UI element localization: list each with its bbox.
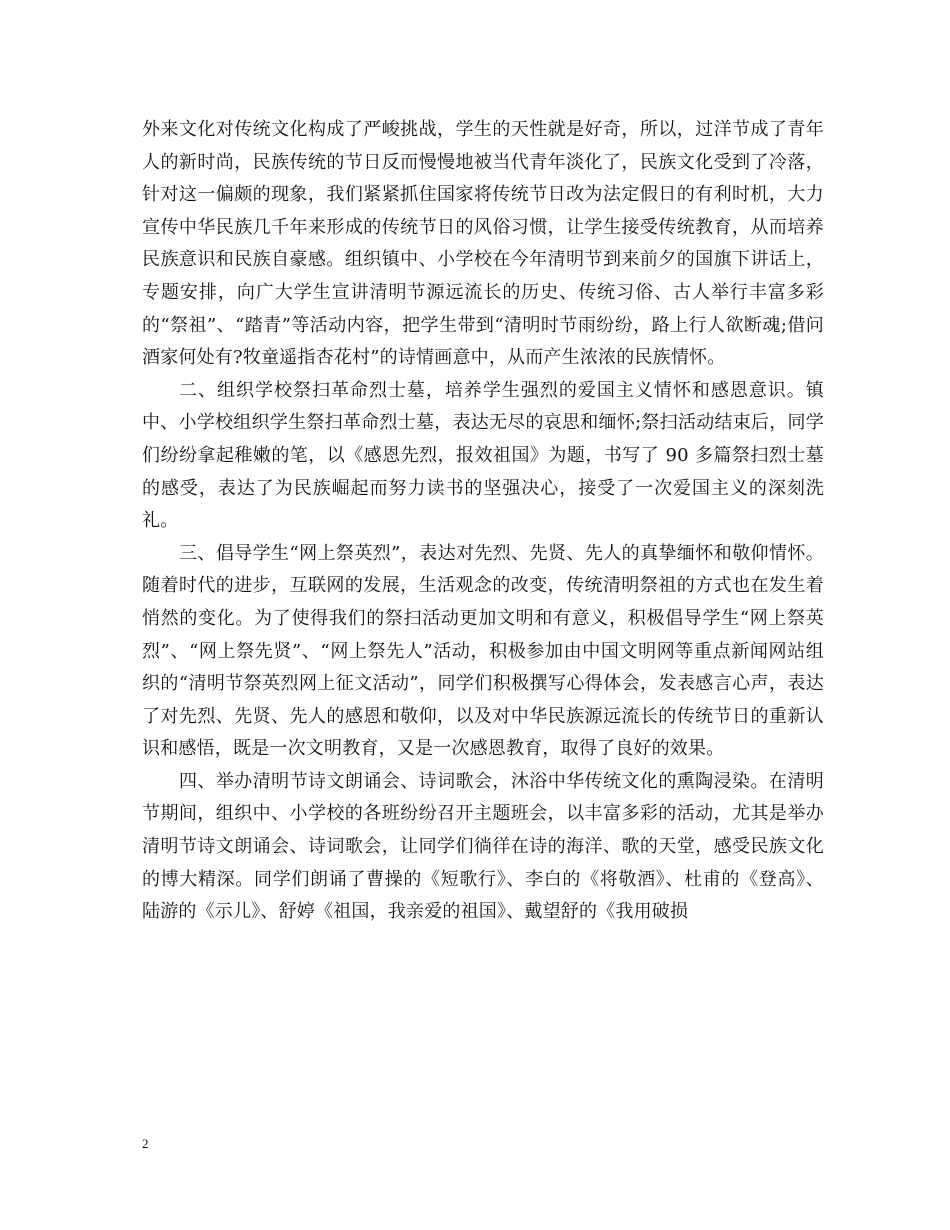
paragraph-4: 四、举办清明节诗文朗诵会、诗词歌会，沐浴中华传统文化的熏陶浸染。在清明节期间，组织中、小学校的各班纷纷召开主题班会，以丰富多彩的活动，尤其是举办清明节诗文朗诵会、诗词歌会，让同学们徜徉在诗的海洋、歌的天堂，感受民族文化的博大精深。同学们朗诵了曹操的《短歌行》、李白的《将敬酒》、杜甫的《登高》、陆游的《示儿》、舒婷《祖国，我亲爱的祖国》、戴望舒的《我用破损 <box>142 770 824 923</box>
paragraph-3: 三、倡导学生“网上祭英烈”，表达对先烈、先贤、先人的真挚缅怀和敬仰情怀。随着时代的进步，互联网的发展，生活观念的改变，传统清明祭祖的方式也在发生着悄然的变化。为了使得我们的祭扫活动更加文明和有意义，积极倡导学生“网上祭英烈”、“网上祭先贤”、“网上祭先人”活动，积极参加由中国文明网等重点新闻网站组织的“清明节祭英烈网上征文活动”，同学们积极撰写心得体会，发表感言心声，表达了对先烈、先贤、先人的感恩和敬仰，以及对中华民族源远流长的传统节日的重新认识和感悟，既是一次文明教育，又是一次感恩教育，取得了良好的效果。 <box>142 542 824 760</box>
paragraph-1: 外来文化对传统文化构成了严峻挑战，学生的天性就是好奇，所以，过洋节成了青年人的新时尚，民族传统的节日反而慢慢地被当代青年淡化了，民族文化受到了冷落，针对这一偏颇的现象，我们紧紧抓住国家将传统节日改为法定假日的有利时机，大力宣传中华民族几千年来形成的传统节日的风俗习惯，让学生接受传统教育，从而培养民族意识和民族自豪感。组织镇中、小学校在今年清明节到来前夕的国旗下讲话上，专题安排，向广大学生宣讲清明节源远流长的历史、传统习俗、古人举行丰富多彩的“祭祖”、“踏青”等活动内容，把学生带到“清明时节雨纷纷，路上行人欲断魂;借问酒家何处有?牧童遥指杏花村”的诗情画意中，从而产生浓浓的民族情怀。 <box>142 119 824 369</box>
document-body <box>142 114 824 929</box>
paragraph-2: 二、组织学校祭扫革命烈士墓，培养学生强烈的爱国主义情怀和感恩意识。镇中、小学校组织学生祭扫革命烈士墓，表达无尽的哀思和缅怀;祭扫活动结束后，同学们纷纷拿起稚嫩的笔，以《感恩先烈，报效祖国》为题，书写了 90 多篇祭扫烈士墓的感受，表达了为民族崛起而努力读书的坚强决心，接受了一次爱国主义的深刻洗礼。 <box>142 379 824 532</box>
page-number: 2 <box>142 1136 149 1151</box>
